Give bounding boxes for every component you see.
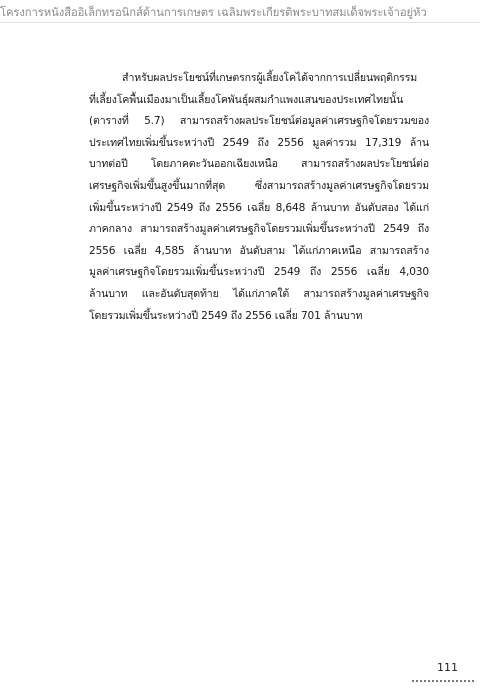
- paragraph-line-12: โดยรวมเพิ่มขึ้นระหว่างปี 2549 ถึง 2556 เฉลี่ย 701 ล้านบาท: [89, 309, 363, 322]
- footer-dotted-rule: [412, 680, 474, 682]
- header-title: โครงการหนังสืออิเล็กทรอนิกส์ด้านการเกษตร เฉลิมพระเกียรติพระบาทสมเด็จพระเจ้าอยู่หัว: [0, 6, 427, 19]
- body-paragraph: [89, 68, 429, 327]
- paragraph-line-11: ล้านบาท และอันดับสุดท้าย ได้แก่ภาคใต้ สามารถสร้างมูลค่าเศรษฐกิจ: [89, 287, 429, 300]
- paragraph-line-8: ภาคกลาง สามารถสร้างมูลค่าเศรษฐกิจโดยรวมเพิ่มขึ้นระหว่างปี 2549 ถึง: [89, 223, 429, 236]
- page-number: 111: [437, 661, 458, 674]
- paragraph-line-5: บาทต่อปี โดยภาคตะวันออกเฉียงเหนือ สามารถสร้างผลประโยชน์ต่อ: [89, 158, 429, 171]
- paragraph-line-1: สำหรับผลประโยชน์ที่เกษตรกรผู้เลี้ยงโคได้จากการเปลี่ยนพฤติกรรม: [122, 72, 418, 84]
- header-divider: [0, 22, 480, 23]
- paragraph-line-9: 2556 เฉลี่ย 4,585 ล้านบาท อันดับสาม ได้แก่ภาคเหนือ สามารถสร้าง: [89, 244, 429, 257]
- paragraph-line-3: (ตารางที่ 5.7) สามารถสร้างผลประโยชน์ต่อมูลค่าเศรษฐกิจโดยรวมของ: [89, 115, 429, 128]
- paragraph-line-6: เศรษฐกิจเพิ่มขึ้นสูงขึ้นมากที่สุด ซึ่งสามารถสร้างมูลค่าเศรษฐกิจโดยรวม: [89, 179, 429, 192]
- paragraph-line-4: ประเทศไทยเพิ่มขึ้นระหว่างปี 2549 ถึง 2556 มูลค่ารวม 17,319 ล้าน: [89, 136, 429, 149]
- paragraph-line-10: มูลค่าเศรษฐกิจโดยรวมเพิ่มขึ้นระหว่างปี 2549 ถึง 2556 เฉลี่ย 4,030: [89, 266, 429, 279]
- running-header: [0, 0, 480, 24]
- paragraph-line-2: ที่เลี้ยงโคพื้นเมืองมาเป็นเลี้ยงโคพันธุ์ผสมกำแพงแสนของประเทศไทยนั้น: [89, 93, 404, 106]
- paragraph-line-7: เพิ่มขึ้นระหว่างปี 2549 ถึง 2556 เฉลี่ย 8,648 ล้านบาท อันดับสอง ได้แก่: [89, 201, 429, 214]
